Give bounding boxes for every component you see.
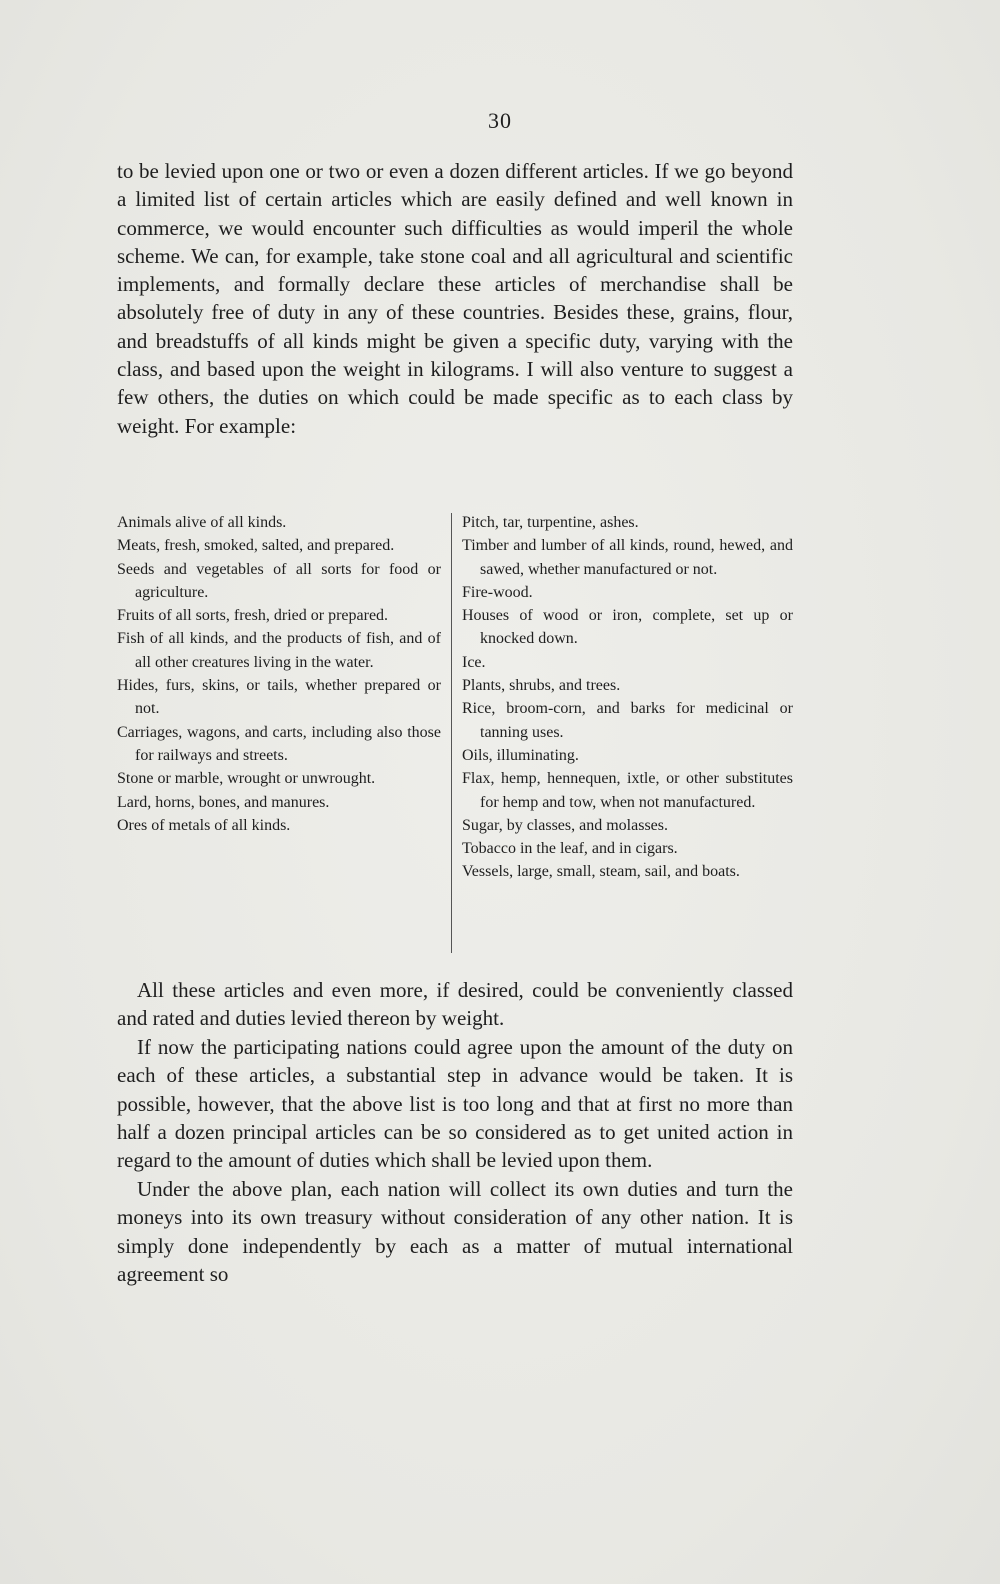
article-lists (117, 511, 793, 961)
list-item: Lard, horns, bones, and manures. (117, 793, 330, 811)
page-number: 30 (488, 108, 512, 133)
list-item: Vessels, large, small, steam, sail, and boats. (462, 863, 740, 881)
list-item: Rice, broom-corn, and barks for medicinal or tanning uses. (462, 700, 793, 741)
list-item: Pitch, tar, turpentine, ashes. (462, 514, 639, 531)
closing-paragraph: Under the above plan, each nation will collect its own duties and turn the moneys into its own treasury without consideration of any other nation. It is simply done independently by each as a matter of mutual international agreement so (117, 1176, 793, 1287)
left-article-list (117, 511, 441, 837)
list-item: Hides, furs, skins, or tails, whether prepared or not. (117, 677, 441, 718)
list-item: Stone or marble, wrought or unwrought. (117, 770, 376, 788)
intro-paragraph: to be levied upon one or two or even a dozen different articles. If we go beyond a limited list of certain articles which are easily defined and well known in commerce, we would encounter such difficulties as would imperil the whole scheme. We can, for example, take stone coal and all agricultural and scientific implements, and formally declare these articles of merchandise shall be absolutely free of duty in any of these countries. Besides these, grains, flour, and breadstuffs of all kinds might be given a specific duty, varying with the class, and based upon the weight in kilograms. I will also venture to suggest a few others, the duties on which could be made specific as to each class by weight. For example: (117, 159, 793, 438)
closing-text (117, 976, 793, 1288)
list-item: Tobacco in the leaf, and in cigars. (462, 840, 678, 858)
list-item: Fish of all kinds, and the products of fish, and of all other creatures living in the water. (117, 630, 441, 671)
list-item: Fire-wood. (462, 583, 533, 601)
closing-paragraph: All these articles and even more, if desired, could be conveniently classed and rated and duties levied thereon by weight. (117, 978, 793, 1031)
list-item: Fruits of all sorts, fresh, dried or prepared. (117, 607, 389, 625)
list-item: Plants, shrubs, and trees. (462, 677, 621, 695)
list-item: Sugar, by classes, and molasses. (462, 816, 668, 834)
list-item: Flax, hemp, hennequen, ixtle, or other substitutes for hemp and tow, when not manufactured. (462, 770, 793, 811)
right-article-list (462, 511, 793, 884)
list-item: Seeds and vegetables of all sorts for food or agriculture. (117, 560, 441, 601)
list-item: Timber and lumber of all kinds, round, hewed, and sawed, whether manufactured or not. (462, 537, 793, 578)
closing-paragraph: If now the participating nations could agree upon the amount of the duty on each of these articles, a substantial step in advance would be taken. It is possible, however, that the above list is too long and that at first no more than half a dozen principal articles can be so considered as to get united action in regard to the amount of duties which shall be levied upon them. (117, 1034, 793, 1173)
list-item: Houses of wood or iron, complete, set up or knocked down. (462, 607, 793, 648)
list-item: Ice. (462, 653, 486, 671)
column-divider (451, 513, 452, 953)
list-item: Animals alive of all kinds. (117, 514, 287, 531)
list-item: Ores of metals of all kinds. (117, 816, 291, 834)
list-item: Carriages, wagons, and carts, including also those for railways and streets. (117, 723, 441, 764)
list-item: Meats, fresh, smoked, salted, and prepared. (117, 537, 395, 555)
list-item: Oils, illuminating. (462, 746, 579, 764)
